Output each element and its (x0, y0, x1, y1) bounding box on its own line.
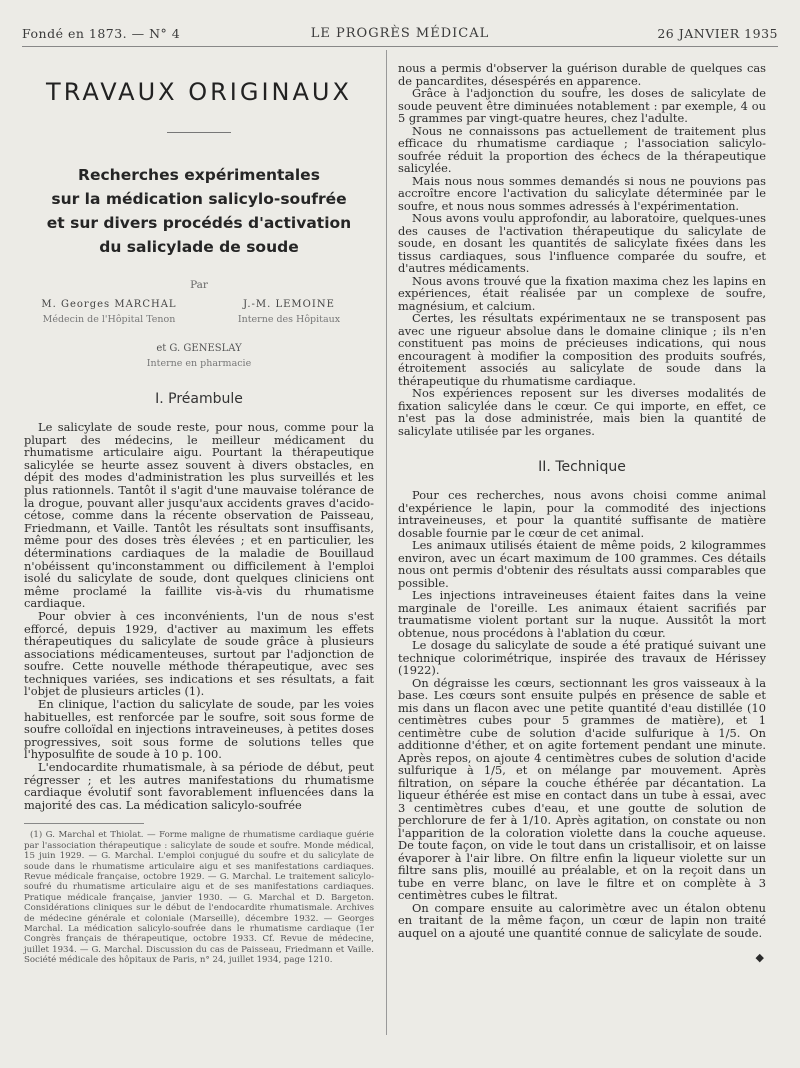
paragraph: Mais nous nous sommes demandés si nous ne pouvions pas accroître encore l'activation du salicylate déterminée par le soufre, et nous nous sommes adressés à l'expérimentation. (398, 173, 766, 213)
article-title-line: et sur divers procédés d'activation (46, 214, 352, 232)
end-mark-icon: ◆ (755, 951, 764, 964)
header-rule (22, 46, 778, 47)
paragraph: Nous ne connaissons pas actuellement de traitement plus efficace du rhumatisme cardiaque ; l'association salicylo-soufrée réduit la proportion des échecs de la thérapeutique salicylée. (398, 123, 766, 175)
paragraph: Nous avons trouvé que la fixation maxima chez les lapins en expériences, était réalisée par un complexe de soufre, magnésium, et calcium. (398, 273, 766, 313)
author-affiliation: Médecin de l'Hôpital Tenon (42, 314, 176, 325)
paragraph: Le dosage du salicylate de soude a été pratiqué suivant une technique colorimétrique, inspirée des travaux de Hérissey (1922). (398, 638, 766, 677)
footnotes (24, 830, 374, 965)
paragraph: En clinique, l'action du salicylate de soude, par les voies habituelles, est renforcée par le soufre, soit sous forme de soufre colloïdal en injections intraveineuses, à petites doses progressives, soit sous forme de solutions telles que l'hyposulfite de soude à 10 p. 100. (24, 697, 374, 762)
left-column (24, 56, 374, 966)
header-founded: Fondé en 1873. — N° 4 (22, 26, 181, 41)
title-rule (167, 132, 231, 133)
paragraph: Pour ces recherches, nous avons choisi comme animal d'expérience le lapin, pour la commodité des injections intraveineuses, et pour la quantité suffisante de matière dosable fournie par le cœur de cet animal. (398, 488, 766, 540)
footnote: (1) G. Marchal et Thiolat. — Forme maligne de rhumatisme cardiaque guérie par l'association thérapeutique : salicylate de soude et soufre. Monde médical, 15 juin 1929. — G. Marchal. L'emploi conjugué du soufre et du salicylate de soude dans le rhumatisme articulaire aigu et ses manifestations cardiaques. Revue médicale française, octobre 1929. — G. Marchal. Le traitement salicylo-soufré du rhumatisme articulaire aigu et de ses manifestations cardiaques. Pratique médicale française, janvier 1930. — G. Marchal et D. Bargeton. Considérations cliniques sur le début de l'endocardite rhumatismale. Archives de médecine générale et coloniale (Marseille), décembre 1932. — Georges Marchal. La médication salicylo-soufrée dans le rhumatisme cardiaque (1er Congrès français de thérapeutique, octobre 1933. Cf. Revue de médecine, juillet 1934. — G. Marchal. Discussion du cas de Paisseau, Friedmann et Vaille. Société médicale des hôpitaux de Paris, n° 24, juillet 1934, page 1210. (24, 830, 374, 966)
paragraph: Pour obvier à ces inconvénients, l'un de nous s'est efforcé, depuis 1929, d'activer au maximum les effets thérapeutiques du salicylate de soude grâce à plusieurs associations médicamenteuses, surtout par l'adjonction de soufre. Cette nouvelle méthode thérapeutique, avec ses techniques variées, ses indications et ses résultats, a fait l'objet de plusieurs articles (1). (24, 608, 374, 699)
paragraph: Nos expériences reposent sur les diverses modalités de fixation salicylée dans le cœur. Ce qui importe, en effet, ce n'est pas la dose administrée, mais bien la quantité de salicylate utilisée par les organes. (398, 386, 766, 438)
column-divider (386, 50, 387, 1035)
left-body (24, 421, 374, 811)
paragraph: nous a permis d'observer la guérison durable de quelques cas de pancardites, désespérés en apparence. (398, 61, 766, 88)
section-title: TRAVAUX ORIGINAUX (46, 78, 352, 106)
paragraph: L'endocardite rhumatismale, à sa période de début, peut régresser ; et les autres manifestations du rhumatisme cardiaque évolutif sont favorablement influencées dans la majorité des cas. La médication salicylo-soufrée (24, 760, 374, 812)
paragraph: Les injections intraveineuses étaient faites dans la veine marginale de l'oreille. Les animaux étaient sacrifiés par traumatisme violent portant sur la nuque. Aussitôt la mort obtenue, nous procédons à l'ablation du cœur. (398, 588, 766, 640)
author-name: et G. GENESLAY (156, 343, 242, 354)
header-date: 26 JANVIER 1935 (657, 26, 778, 41)
authors-row (24, 299, 374, 333)
running-header (22, 26, 778, 42)
paragraph: Nous avons voulu approfondir, au laboratoire, quelques-unes des causes de l'activation thérapeutique du salicylate de soude, en dosant les quantités de salicylate fixées dans les tissus cardiaques, sous l'influence comparée du soufre, et d'autres médicaments. (398, 211, 766, 275)
right-body-bottom (398, 489, 766, 939)
right-body-top (398, 62, 766, 437)
section-heading-technique: II. Technique (538, 459, 626, 475)
author-name: M. Georges MARCHAL (41, 299, 177, 310)
byline-par: Par (190, 279, 208, 291)
paragraph: Les animaux utilisés étaient de même poids, 2 kilogrammes environ, avec un écart maximum de 100 grammes. Ces détails nous ont permis d'obtenir des résultats aussi comparables que possible. (398, 538, 766, 590)
section-heading-preambule: I. Préambule (155, 391, 243, 407)
right-column (398, 62, 766, 964)
header-journal-title: LE PROGRÈS MÉDICAL (310, 26, 490, 41)
author-affiliation: Interne des Hôpitaux (237, 314, 341, 325)
author-marchal (34, 299, 184, 325)
article-title-line: sur la médication salicylo-soufrée (51, 190, 347, 208)
article-title-line: Recherches expérimentales (78, 166, 320, 184)
author-geneslay (24, 343, 374, 369)
author-affiliation: Interne en pharmacie (146, 358, 252, 369)
paragraph: On compare ensuite au calorimètre avec un étalon obtenu en traitant de la même façon, un cœur de lapin non traité auquel on a ajouté une quantité connue de salicylate de soude. (398, 900, 766, 940)
author-name: J.-M. LEMOINE (243, 299, 335, 310)
paragraph: On dégraisse les cœurs, sectionnant les gros vaisseaux à la base. Les cœurs sont ensuite pulpés en présence de sable et mis dans un flacon avec une petite quantité d'eau distillée (10 centimètres cubes pour 5 grammes de matière), et 1 centimètre cube de solution d'acide sulfurique à 1/5. On additionne d'éther, et on agite fortement pendant une minute. Après repos, on ajoute 4 centimètres cubes de solution d'acide sulfurique à 1/5, et on mélange par mouvement. Après filtration, on sépare la couche éthérée par décantation. La liqueur éthérée est mise en contact dans un tube à essai, avec 3 centimètres cubes d'eau, et une goutte de solution de perchlorure de fer à 1/10. Après agitation, on constate ou non l'apparition de la coloration violette dans la couche aqueuse. De toute façon, on vide le tout dans un cristallisoir, et on laisse évaporer à l'air libre. On filtre enfin la liqueur violette sur un filtre sans plis, mouillé au préalable, et on la reçoit dans un tube en verre blanc, on lave le filtre et on complète à 3 centimètres cubes le filtrat. (398, 675, 766, 902)
article-title (24, 163, 374, 259)
paragraph: Le salicylate de soude reste, pour nous, comme pour la plupart des médecins, le meilleur médicament du rhumatisme articulaire aigu. Pourtant la thérapeutique salicylée se heurte assez souvent à divers obstacles, en dépit des modes d'administration les plus surveillés et les plus rationnels. Tantôt il s'agit d'une mauvaise tolérance de la drogue, pouvant aller jusqu'aux accidents graves d'acido-cétose, comme dans la récente observation de Paisseau, Friedmann, et Vaille. Tantôt les résultats sont insuffisants, même pour des doses très élevées ; et en particulier, les déterminations cardiaques de la maladie de Bouillaud n'obéissent qu'inconstamment ou difficilement à l'emploi isolé du salicylate de soude, dont quelques cliniciens ont même proclamé la faillite vis-à-vis du rhumatisme cardiaque. (24, 420, 374, 611)
author-lemoine (214, 299, 364, 325)
paragraph: Grâce à l'adjonction du soufre, les doses de salicylate de soude peuvent être diminuées notablement : par exemple, 4 ou 5 grammes par vingt-quatre heures, chez l'adulte. (398, 86, 766, 125)
footnote-rule (24, 823, 144, 824)
article-title-line: du salicylade de soude (99, 238, 299, 256)
paragraph: Certes, les résultats expérimentaux ne se transposent pas avec une rigueur absolue dans le domaine clinique ; ils n'en constituent pas moins de précieuses indications, qui nous encouragent à modifier la composition des produits soufrés, étroitement associés au salicylate de soude dans la thérapeutique du rhumatisme cardiaque. (398, 311, 766, 388)
